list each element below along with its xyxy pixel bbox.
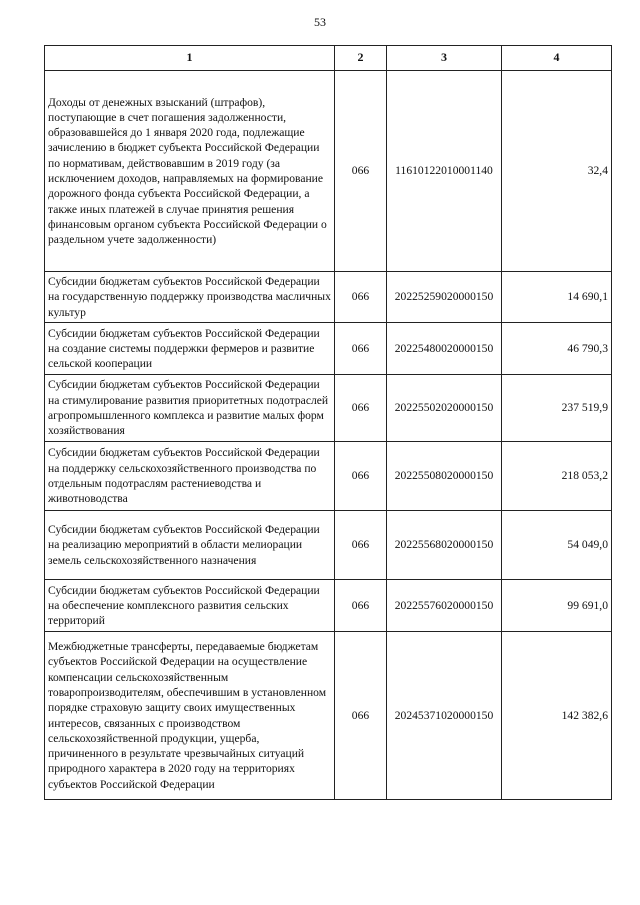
admin-code-cell: 066 [335,272,387,323]
budget-code-cell: 20225502020000150 [387,375,502,442]
column-header-2: 2 [335,46,387,71]
table-row [45,442,612,511]
admin-code-cell: 066 [335,511,387,580]
budget-code-cell: 20225576020000150 [387,580,502,632]
budget-code-cell: 20225259020000150 [387,272,502,323]
amount-cell: 54 049,0 [502,511,612,580]
amount-cell: 237 519,9 [502,375,612,442]
amount-cell: 99 691,0 [502,580,612,632]
revenue-name-cell: Субсидии бюджетам субъектов Российской Федерации на поддержку сельскохозяйственного производства по отдельным подотраслям растениеводства и животноводства [45,442,335,511]
amount-cell: 46 790,3 [502,323,612,375]
table-row [45,632,612,800]
column-header-1: 1 [45,46,335,71]
revenue-name-cell: Доходы от денежных взысканий (штрафов), поступающие в счет погашения задолженности, образовавшейся до 1 января 2020 года, подлежащие зачислению в бюджет субъекта Российской Федерации по нормативам, действовавшим в 2019 году (за исключением доходов, направляемых на формирование дорожного фонда субъекта Российской Федерации, а также иных платежей в случае принятия решения финансовым органом субъекта Российской Федерации о раздельном учете задолженности) [45,71,335,272]
revenue-name-cell: Субсидии бюджетам субъектов Российской Федерации на государственную поддержку производства масличных культур [45,272,335,323]
table-row [45,323,612,375]
revenue-name-cell: Межбюджетные трансферты, передаваемые бюджетам субъектов Российской Федерации на осуществление компенсации сельскохозяйственным товаропроизводителям, обеспечившим в установленном порядке страховую защиту своих имущественных интересов, связанных с производством сельскохозяйственной продукции, ущерба, причиненного в результате чрезвычайных ситуаций природного характера в 2020 году на территориях субъектов Российской Федерации [45,632,335,800]
amount-cell: 142 382,6 [502,632,612,800]
table-row [45,580,612,632]
amount-cell: 218 053,2 [502,442,612,511]
admin-code-cell: 066 [335,632,387,800]
budget-code-cell: 20225508020000150 [387,442,502,511]
admin-code-cell: 066 [335,323,387,375]
table-row [45,511,612,580]
admin-code-cell: 066 [335,375,387,442]
revenue-name-cell: Субсидии бюджетам субъектов Российской Федерации на обеспечение комплексного развития сельских территорий [45,580,335,632]
page-number: 53 [314,15,326,29]
budget-code-cell: 11610122010001140 [387,71,502,272]
admin-code-cell: 066 [335,71,387,272]
budget-code-cell: 20245371020000150 [387,632,502,800]
amount-cell: 14 690,1 [502,272,612,323]
table-header-row [45,46,612,71]
column-header-4: 4 [502,46,612,71]
admin-code-cell: 066 [335,442,387,511]
revenue-name-cell: Субсидии бюджетам субъектов Российской Федерации на реализацию мероприятий в области мелиорации земель сельскохозяйственного назначения [45,511,335,580]
budget-code-cell: 20225568020000150 [387,511,502,580]
revenue-name-cell: Субсидии бюджетам субъектов Российской Федерации на создание системы поддержки фермеров и развитие сельской кооперации [45,323,335,375]
column-header-3: 3 [387,46,502,71]
table-row [45,375,612,442]
table-row [45,272,612,323]
amount-cell: 32,4 [502,71,612,272]
budget-revenue-table [44,45,612,800]
budget-code-cell: 20225480020000150 [387,323,502,375]
revenue-name-cell: Субсидии бюджетам субъектов Российской Федерации на стимулирование развития приоритетных подотраслей агропромышленного комплекса и развитие малых форм хозяйствования [45,375,335,442]
admin-code-cell: 066 [335,580,387,632]
table-row [45,71,612,272]
